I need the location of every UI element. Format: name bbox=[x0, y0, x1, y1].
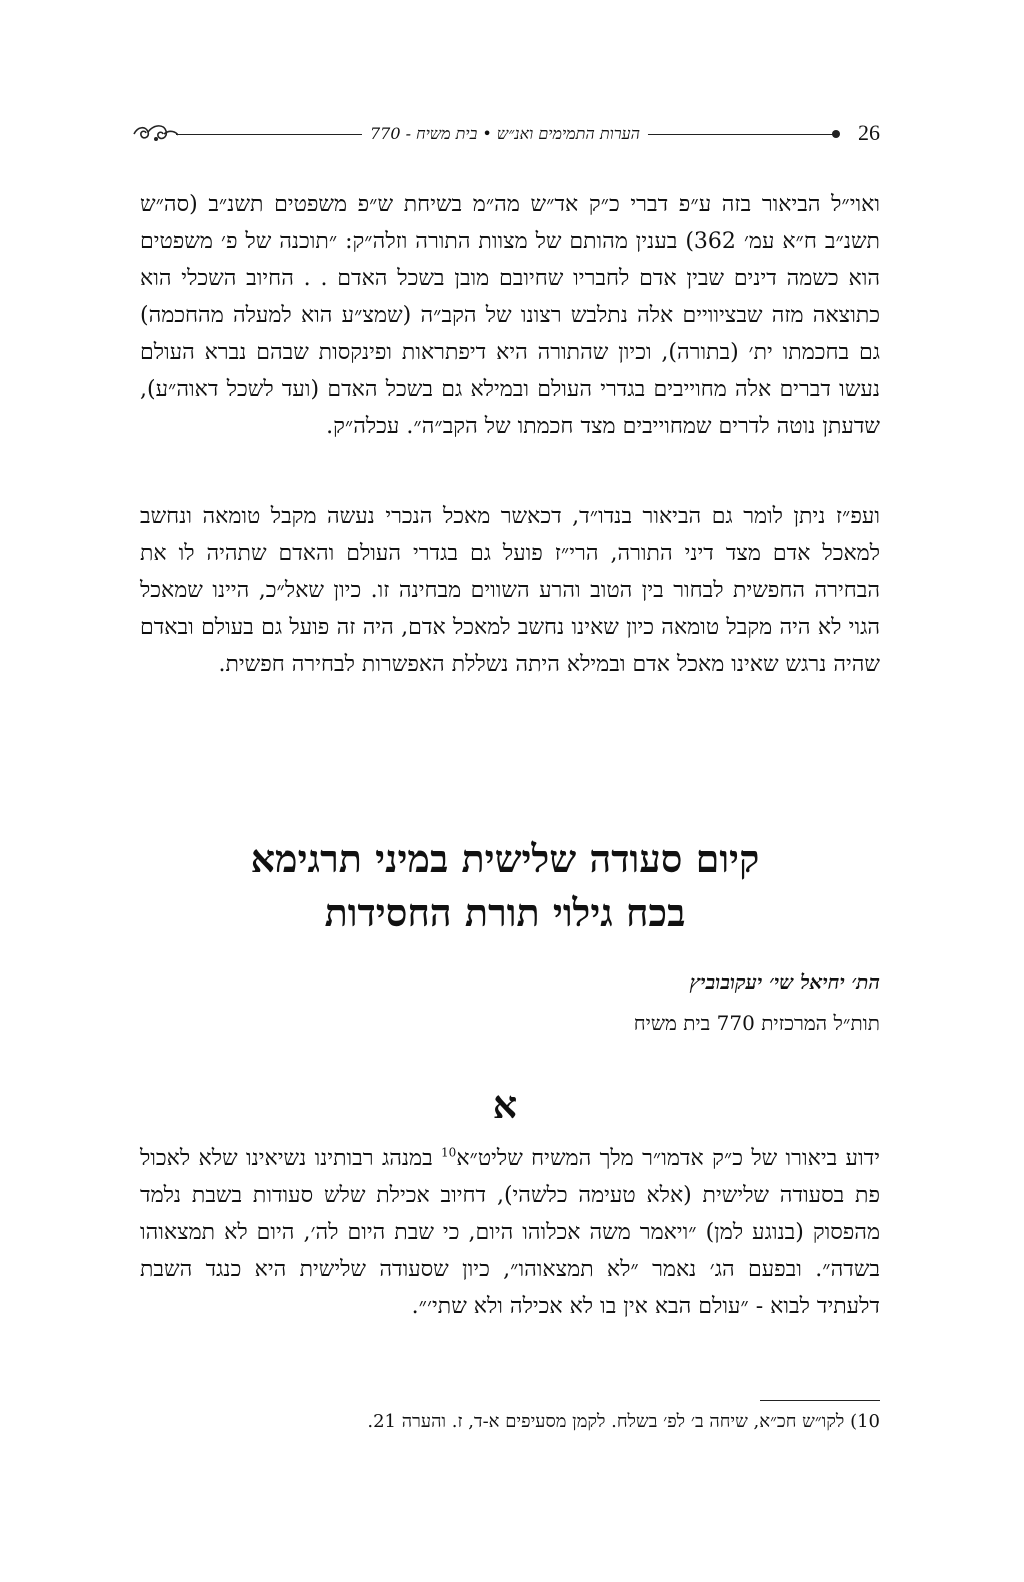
author-institution: תות״ל המרכזית 770 בית משיח bbox=[633, 1011, 880, 1035]
author-name: הת׳ יחיאל שי׳ יעקובוביץ bbox=[689, 970, 880, 994]
section-heading-letter: א bbox=[492, 1082, 518, 1127]
running-header bbox=[130, 118, 880, 152]
running-title: הערות התמימים ואנ״ש • בית משיח - 770 bbox=[362, 122, 648, 146]
body-paragraph-1: ואוי״ל הביאור בזה ע״פ דברי כ״ק אד״ש מה״מ בשיחת ש״פ משפטים תשנ״ב (סה״ש תשנ״ב ח״א עמ׳ 362) בענין מהותם של מצוות התורה וזלה״ק: ״תוכנה של פ׳ משפטים הוא כשמה דינים שבין אדם לחבריו שחיובם מובן בשכל האדם . . החיוב השכלי הוא כתוצאה מזה שבציוויים אלה נתלבש רצונו של הקב״ה (שמצ״ע הוא למעלה מהחכמה) גם בחכמתו ית׳ (בתורה), וכיון שהתורה היא דיפתראות ופינקסות שבהם נברא העולם נעשו דברים אלה מחוייבים בגדרי העולם ובמילא גם בשכל האדם (ועד לשכל דאוה״ע), שדעתן נוטה לדרים שמחוייבים מצד חכמתו של הקב״ה״. עכלה״ק. bbox=[140, 192, 880, 439]
article-title-line-1: קיום סעודה שלישית במיני תרגימא bbox=[250, 836, 760, 881]
footnote-number: 10 bbox=[857, 1411, 880, 1432]
footnote-10: 10) לקו״ש חכ״א, שיחה ב׳ לפ׳ בשלח. לקמן מסעיפים א-ד, ז. והערה 21. bbox=[367, 1411, 880, 1432]
paragraph-3-continuation: במנהג רבותינו נשיאינו שלא לאכול פת בסעודה שלישית (אלא טעימה כלשהי), דחיוב אכילת שלש סעודות בשבת נלמד מהפסוק (בנוגע למן) ״ויאמר משה אכלוהו היום, כי שבת היום לה׳, היום לא תמצאוהו בשדה״. ובפעם הג׳ נאמר ״לא תמצאוהו״, כיון שסעודה שלישית היא כנגד השבת דלעתיד לבוא - ״עולם הבא אין בו לא אכילה ולא שתי׳״. bbox=[140, 1146, 880, 1319]
body-paragraph-2: ועפ״ז ניתן לומר גם הביאור בנדו״ד, דכאשר מאכל הנכרי נעשה מקבל טומאה ונחשב למאכל אדם מצד דיני התורה, הרי״ז פועל גם בגדרי העולם והאדם שתהיה לו את הבחירה החפשית לבחור בין הטוב והרע השווים מבחינה זו. כיון שאל״כ, היינו שמאכל הגוי לא היה מקבל טומאה כיון שאינו נחשב למאכל אדם, היה זה פועל גם בעולם ובאדם שהיה נרגש שאינו מאכל אדם ובמילא היתה נשללת האפשרות לבחירה חפשית. bbox=[140, 504, 880, 677]
article-title-line-2: בכח גילוי תורת החסידות bbox=[324, 890, 686, 935]
header-rule-dot bbox=[832, 130, 840, 138]
footnote-separator bbox=[760, 1400, 880, 1401]
footnote-text: לקו״ש חכ״א, שיחה ב׳ לפ׳ בשלח. לקמן מסעיפים א-ד, ז. והערה 21. bbox=[367, 1411, 845, 1432]
paragraph-3-opening: ידוע ביאורו של כ״ק אדמו״ר מלך המשיח שליט״א bbox=[456, 1146, 880, 1171]
page-number: 26 bbox=[858, 120, 880, 145]
footnote-reference[interactable]: 10 bbox=[441, 1145, 457, 1160]
flourish-ornament-icon bbox=[130, 120, 180, 148]
body-paragraph-3 bbox=[140, 1140, 880, 1325]
